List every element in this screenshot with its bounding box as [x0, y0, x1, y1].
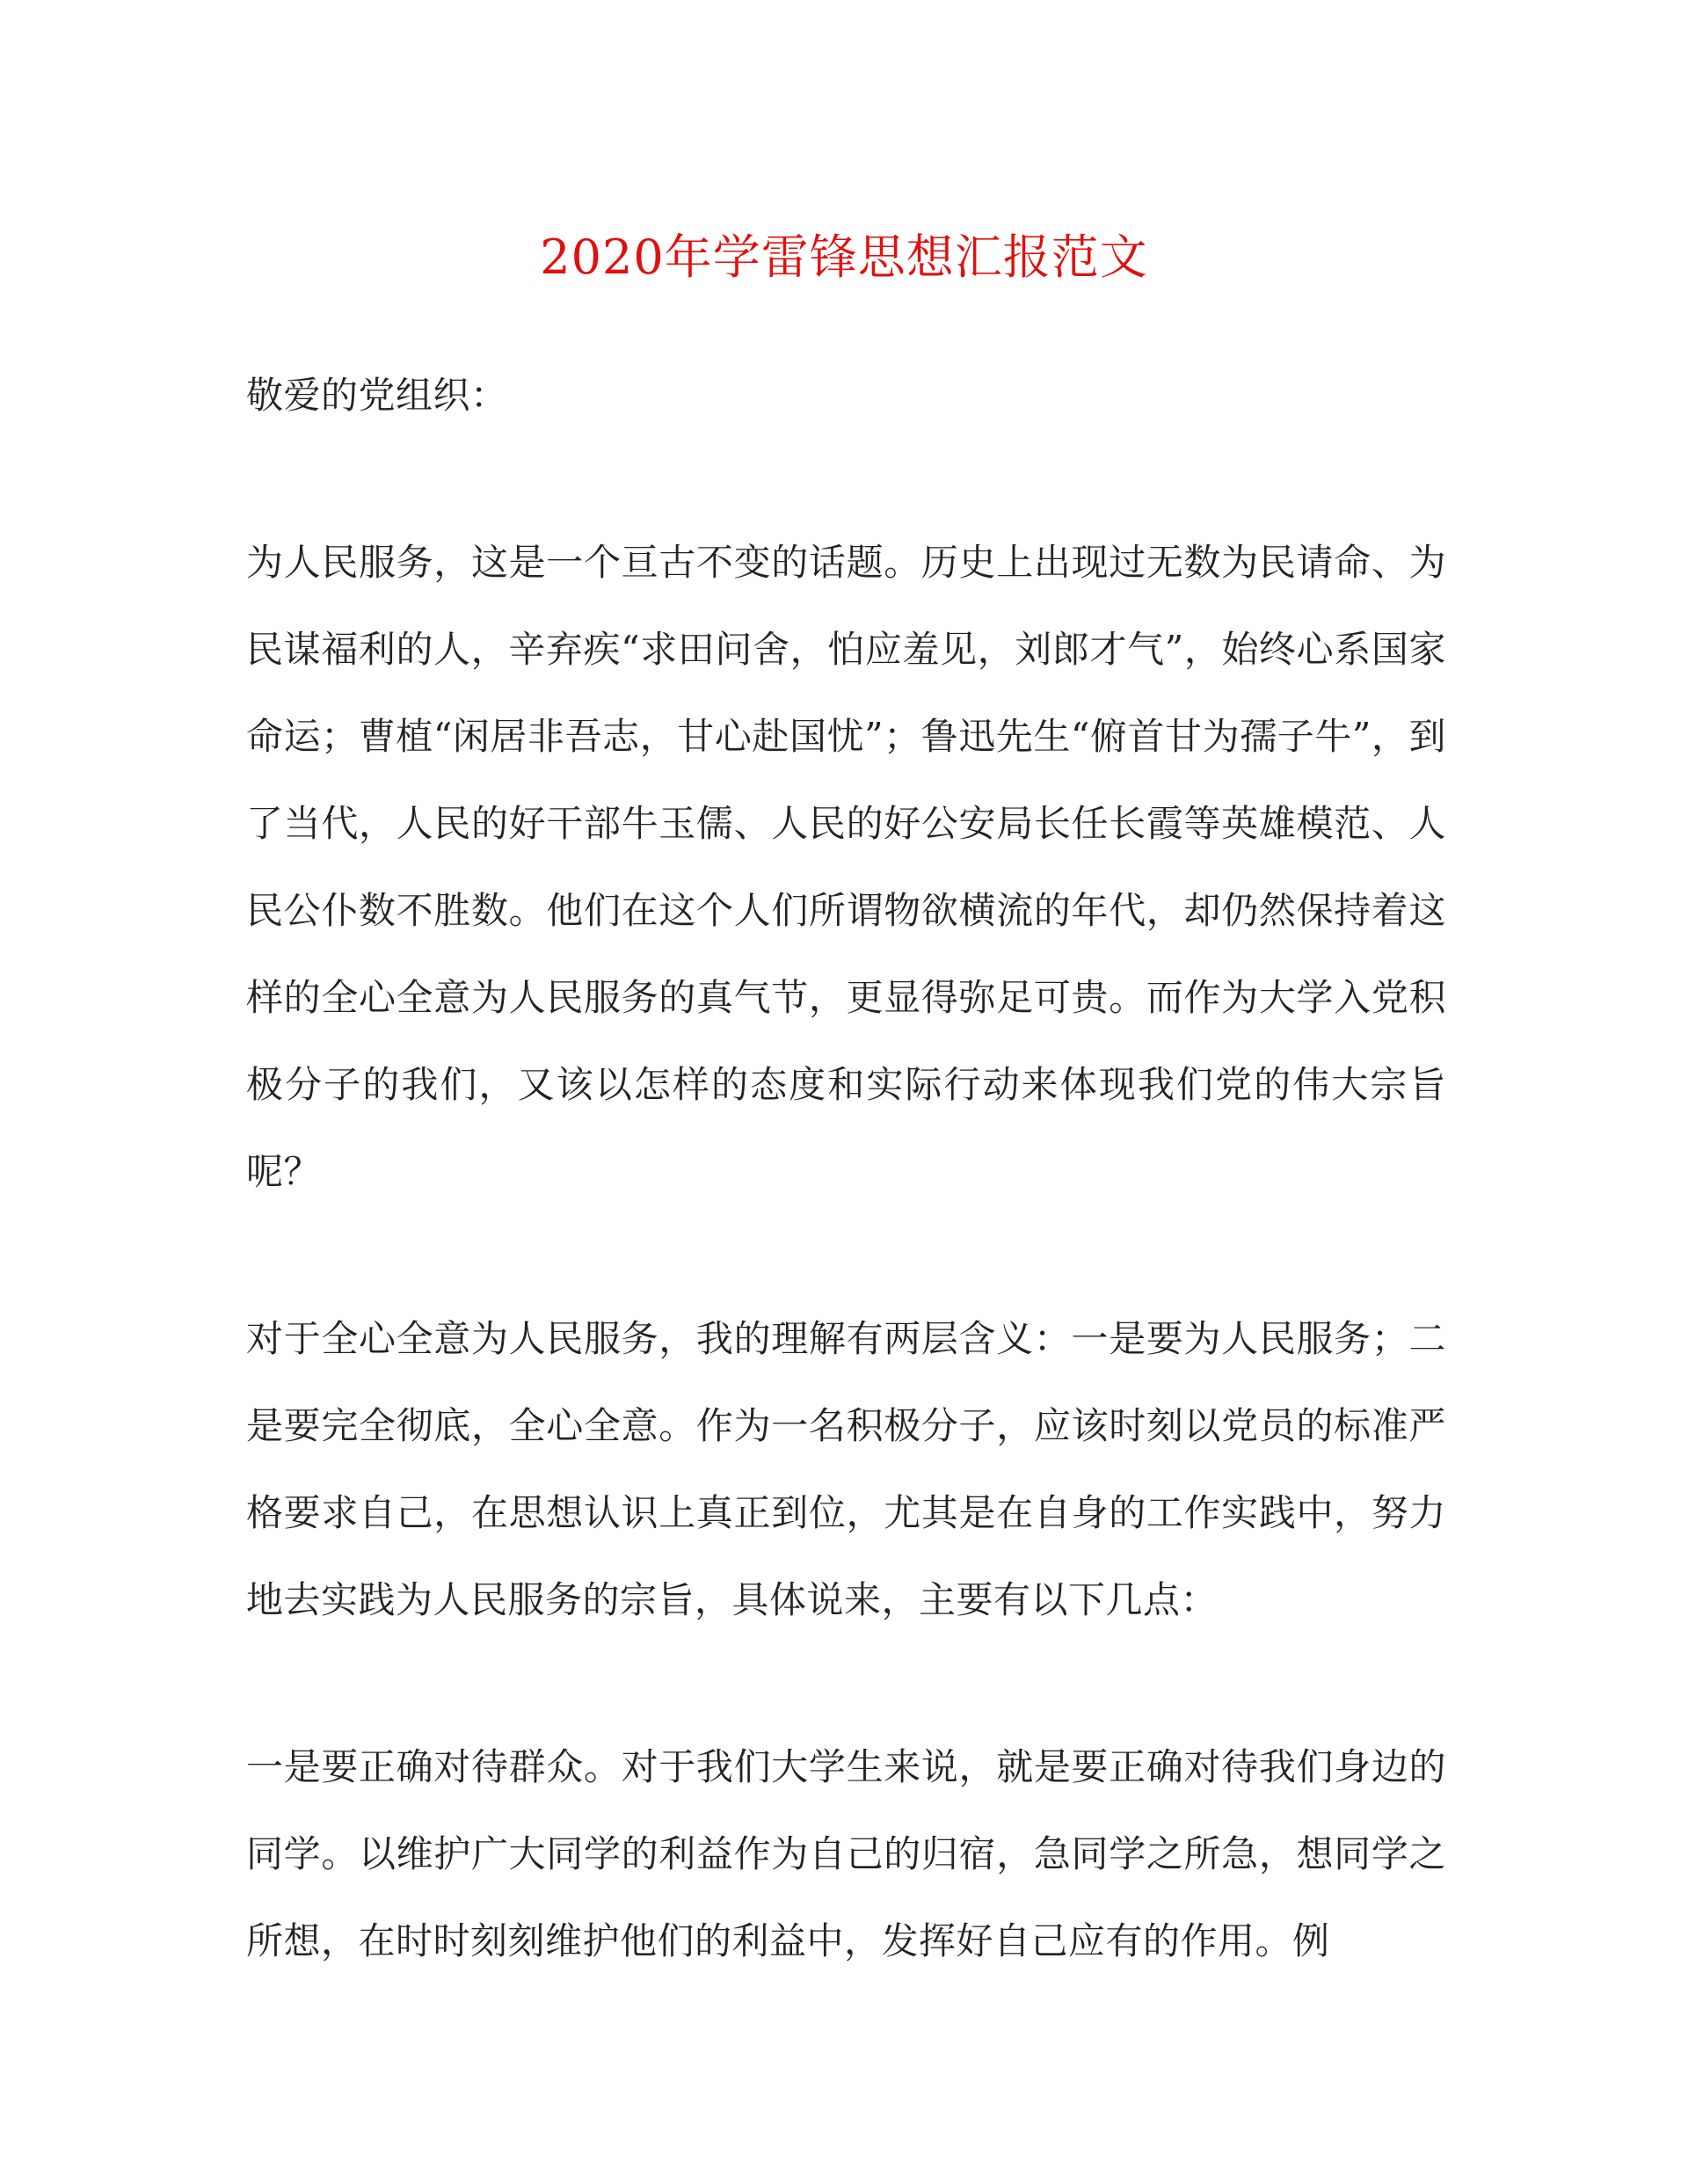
paragraph-3: 一是要正确对待群众。对于我们大学生来说，就是要正确对待我们身边的同学。以维护广大同学的利益作为自己的归宿，急同学之所急，想同学之所想，在时时刻刻维护他们的利益中，发挥好自己应有的作用。例: [246, 1745, 1446, 1962]
paragraph-1: 为人民服务，这是一个亘古不变的话题。历史上出现过无数为民请命、为民谋福利的人，辛弃疾“求田问舍，怕应羞见，刘郎才气”，始终心系国家命运；曹植“闲居非吾志，甘心赴国忧”；鲁迅先生“俯首甘为孺子牛”，到了当代，人民的好干部牛玉儒、人民的好公安局长任长霞等英雄模范、人民公仆数不胜数。他们在这个人们所谓物欲横流的年代，却仍然保持着这样的全心全意为人民服务的真气节，更显得弥足可贵。而作为大学入党积极分子的我们，又该以怎样的态度和实际行动来体现我们党的伟大宗旨呢？: [246, 541, 1446, 1193]
document-body: [246, 352, 1446, 1984]
document-title: 2020年学雷锋思想汇报范文: [540, 229, 1148, 285]
salutation: 敬爱的党组织：: [246, 374, 508, 417]
paragraph-2: 对于全心全意为人民服务，我的理解有两层含义：一是要为人民服务；二是要完全彻底，全心全意。作为一名积极分子，应该时刻以党员的标准严格要求自己，在思想认识上真正到位，尤其是在自身的工作实践中，努力地去实践为人民服务的宗旨，具体说来，主要有以下几点：: [246, 1317, 1446, 1621]
